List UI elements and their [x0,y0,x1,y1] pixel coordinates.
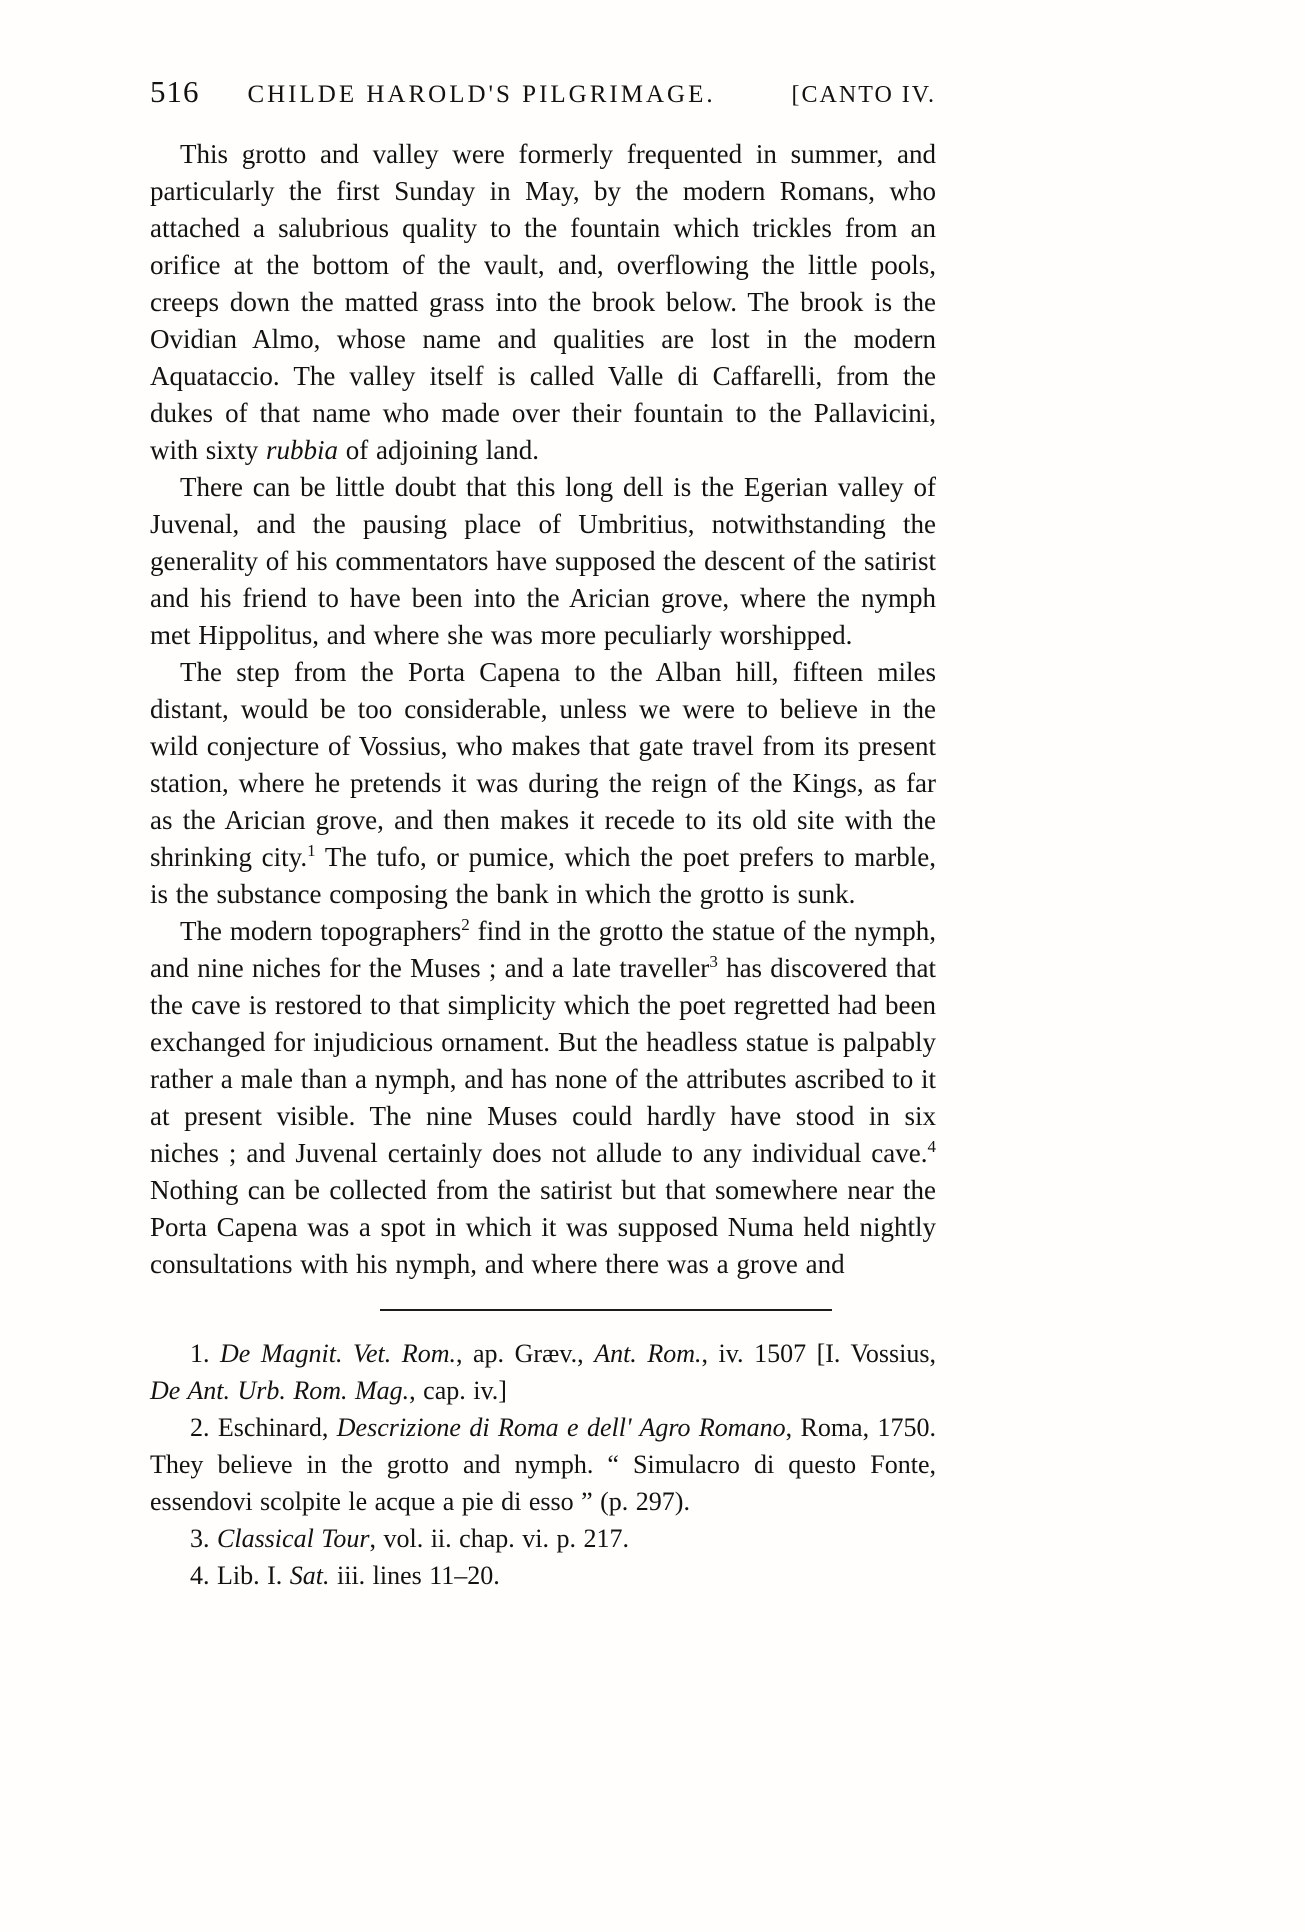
footnote-item [150,1409,936,1520]
text-run: 2. Eschinard, [190,1413,337,1442]
text-run: , cap. iv.] [409,1376,507,1405]
body-paragraph [150,469,936,654]
italic-text: Sat. [289,1561,330,1590]
italic-text: De Ant. Urb. Rom. Mag. [150,1376,410,1405]
italic-text: Classical Tour [217,1524,370,1553]
text-run: find in the grotto the statue of the nymph, and nine niches for the Muses ; and a late traveller [150,916,936,983]
page-number: 516 [150,74,200,109]
text-run: 4. Lib. I. [190,1561,290,1590]
footnote-marker: 4 [927,1137,936,1156]
text-run: iii. lines 11–20. [329,1561,500,1590]
body-paragraph [150,136,936,469]
body-paragraph [150,913,936,1283]
footnote-item [150,1520,936,1557]
footnotes [150,1335,936,1594]
text-run: 1. [190,1339,221,1368]
text-run: , Roma, 1750. They believe in the grotto and nymph. “ Simulacro di questo Fonte, essendovi scolpite le acque a pie di esso ” (p. 297). [150,1413,936,1516]
footnote-item [150,1335,936,1409]
text-run: 3. [190,1524,217,1553]
italic-text: Descrizione di Roma e dell' Agro Romano [336,1413,786,1442]
body-text [150,136,936,1283]
footnote-divider [380,1309,832,1311]
page-content [150,74,936,1594]
page-header [150,74,936,110]
text-run: , vol. ii. chap. vi. p. 217. [369,1524,629,1553]
text-run: , iv. 1507 [I. Vossius, [701,1339,936,1368]
text-run: The tufo, or pumice, which the poet prefers to marble, is the substance composing the bank in which the grotto is sunk. [150,842,936,909]
text-run: of adjoining land. [338,435,539,465]
text-run: Nothing can be collected from the satirist but that somewhere near the Porta Capena was a spot in which it was supposed Numa held nightly consultations with his nymph, and where there was a grove and [150,1175,936,1279]
footnote-item [150,1557,936,1594]
text-run: , ap. Græv., [455,1339,595,1368]
text-run: has discovered that the cave is restored to that simplicity which the poet regretted had been exchanged for injudicious ornament. But the headless statue is palpably rather a male than a nymph, and has none of the attributes ascribed to it at present visible. The nine Muses could hardly have stood in six niches ; and Juvenal certainly does not allude to any individual cave. [150,953,936,1168]
canto-label: [CANTO IV. [791,82,936,108]
footnote-marker: 1 [307,841,316,860]
italic-text: De Magnit. Vet. Rom. [220,1339,456,1368]
text-run: The step from the Porta Capena to the Alban hill, fifteen miles distant, would be too considerable, unless we were to believe in the wild conjecture of Vossius, who makes that gate travel from its present station, where he pretends it was during the reign of the Kings, as far as the Arician grove, and then makes it recede to its old site with the shrinking city. [150,657,936,872]
body-paragraph [150,654,936,913]
text-run: This grotto and valley were formerly frequented in summer, and particularly the first Sunday in May, by the modern Romans, who attached a salubrious quality to the fountain which trickles from an orifice at the bottom of the vault, and, overflowing the little pools, creeps down the matted grass into the brook below. The brook is the Ovidian Almo, whose name and qualities are lost in the modern Aquataccio. The valley itself is called Valle di Caffarelli, from the dukes of that name who made over their fountain to the Pallavicini, with sixty [150,139,936,465]
footnote-marker: 2 [461,915,470,934]
running-title: CHILDE HAROLD'S PILGRIMAGE. [247,81,716,108]
footnote-marker: 3 [709,952,718,971]
italic-text: Ant. Rom. [594,1339,702,1368]
text-run: There can be little doubt that this long dell is the Egerian valley of Juvenal, and the pausing place of Umbritius, notwithstanding the generality of his commentators have supposed the descent of the satirist and his friend to have been into the Arician grove, where the nymph met Hippolitus, and where she was more peculiarly worshipped. [150,472,936,650]
italic-text: rubbia [266,435,339,465]
text-run: The modern topographers [180,916,462,946]
